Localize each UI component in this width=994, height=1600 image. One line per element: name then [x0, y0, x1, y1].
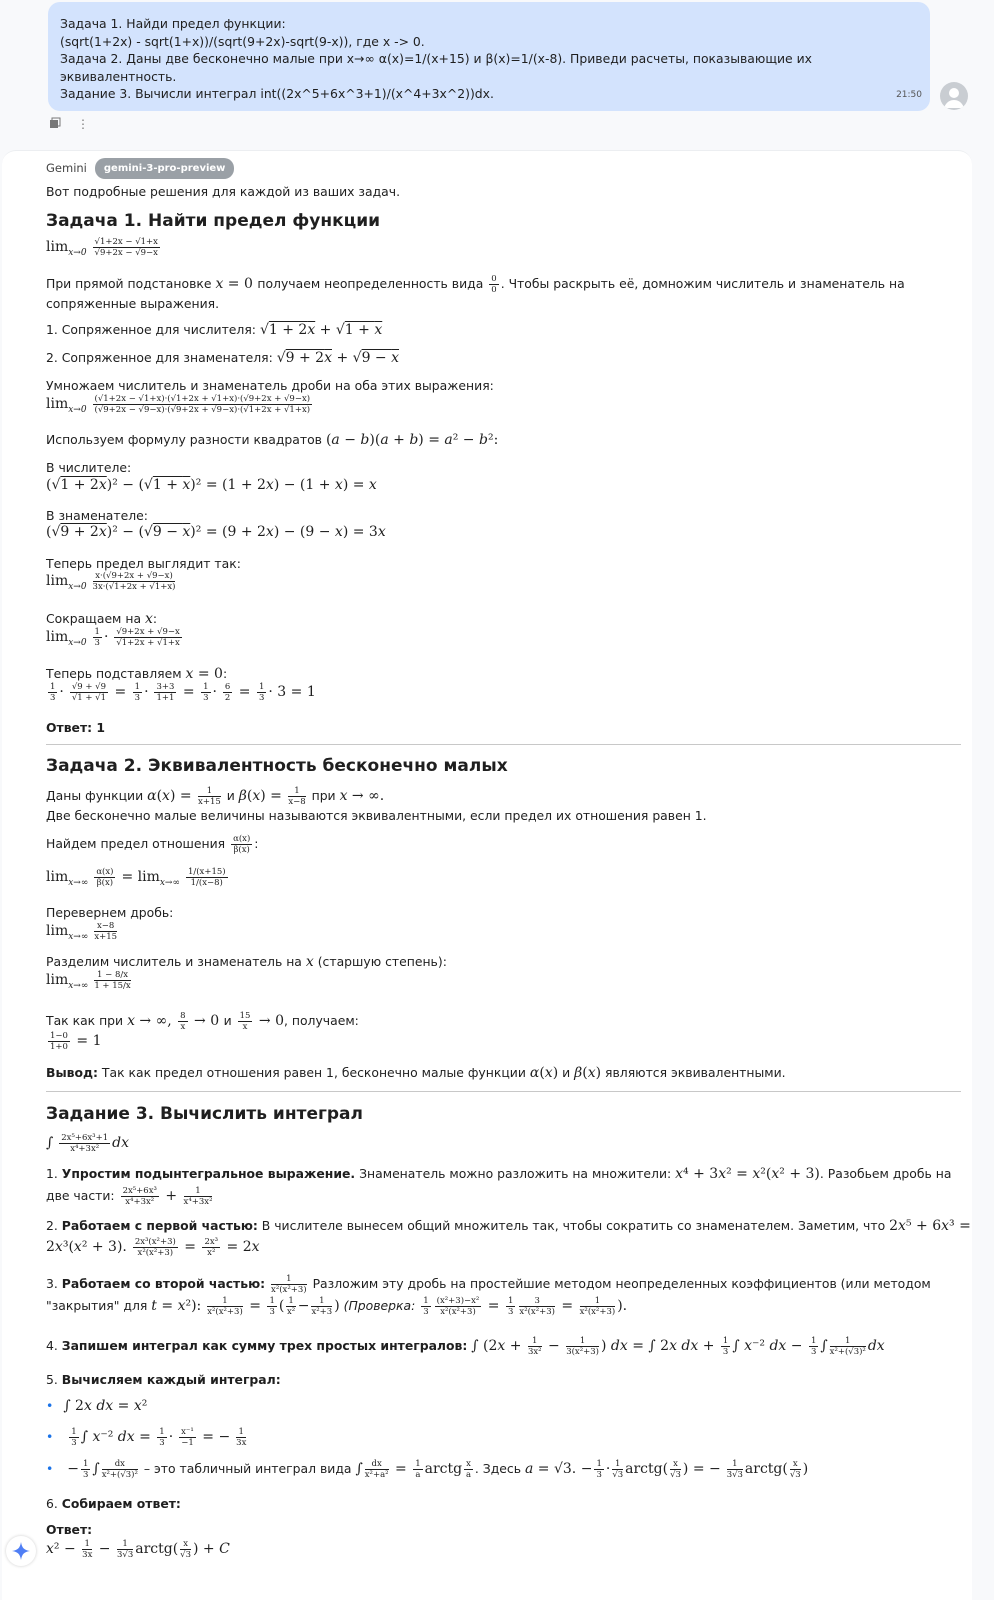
- task1-limit-expr: $\lim_{x\to 0}$ $\frac{√1+2x - √1+x}{√9+2x - √9-x}$: [46, 237, 158, 258]
- task1-numerator-label: В числителе:: [46, 460, 132, 475]
- text: . Здесь: [474, 1461, 522, 1476]
- text: являются эквивалентными.: [605, 1065, 786, 1080]
- task1-item-2: 2. Сопряженное для знаменателя: √9 + 2x + √9 − x: [46, 350, 400, 366]
- task1-cancel-expr: $\lim_{x\to 0}$ $\frac{1}{3}$ · $\frac{√9+2x + √9-x}{√1+2x + √1+x}$: [46, 627, 180, 648]
- text: Так как предел отношения равен 1, бесконечно малые функции: [101, 1065, 526, 1080]
- task1-multiply-text: Умножаем числитель и знаменатель дроби на оба этих выражения:: [46, 378, 494, 393]
- divider: [46, 744, 961, 745]
- text: Вычисляем каждый интеграл:: [61, 1372, 281, 1387]
- task2-result: $\frac{1-0}{1+0}$ = 1: [50, 1031, 102, 1052]
- response-panel: [2, 150, 972, 1600]
- task3-bullet-1: • ∫ 2x dx = x²: [46, 1398, 148, 1414]
- text: В числителе вынесем общий множитель так, чтобы сократить со знаменателем. Заметим, что: [261, 1218, 886, 1233]
- text: Работаем с первой частью:: [61, 1218, 258, 1233]
- task1-paragraph-cont: сопряженные выражения.: [46, 296, 220, 311]
- text: Разложим эту дробь на простейшие методом неопределенных коэффициентов (или методом: [312, 1276, 931, 1291]
- task2-since: Так как при x → ∞, $\frac{8}{x}$ → 0 и $\frac{15}{x}$ → 0, получаем:: [46, 1011, 359, 1032]
- text: Теперь подставляем: [46, 666, 182, 681]
- text: и: [223, 1013, 232, 1028]
- text: . Разобьем дробь на: [819, 1166, 952, 1181]
- text: Используем формулу разности квадратов: [46, 432, 322, 447]
- text: Знаменатель можно разложить на множители:: [359, 1166, 672, 1181]
- text: , получаем:: [283, 1013, 359, 1028]
- task2-flip-label: Перевернем дробь:: [46, 905, 174, 920]
- user-message-bubble: [48, 2, 930, 111]
- task2-definition: Две бесконечно малые величины называются эквивалентными, если предел их отношения равен 1.: [46, 808, 707, 823]
- user-avatar-icon: [940, 82, 968, 110]
- text: Найдем предел отношения: [46, 836, 226, 851]
- task1-substitute-label: Теперь подставляем x = 0:: [46, 666, 228, 682]
- task2-ratio-limit: $\lim_{x\to\infty}$ $\frac{\alpha(x)}{\beta(x)}$ = $\lim_{x\to\infty}$ $\frac{1/(x+15)}{1/(x-8)}$: [46, 867, 226, 888]
- task3-answer-label: Ответ:: [46, 1522, 93, 1537]
- task3-bullet-3: • − $\frac{1}{3}$ ∫ $\frac{dx}{\text{x²+(√3)²}}$ – это табличный интеграл вида ∫ $\frac{dx}{\text{x²+a²}}$ = $\frac{1}{a}$ arctg $\frac{x}{a}$ . Здесь a = √3. − $\frac{1}{3}$ · $\frac{1}{√3}$ arctg( $\frac{x}{√3}$ ) = − $\frac{1}{3√3}$ arctg( $\frac{x}{√3}$ ): [46, 1459, 809, 1480]
- task3-step-5: 5. Вычисляем каждый интеграл:: [46, 1372, 281, 1387]
- model-badge[interactable]: gemini-3-pro-preview: [95, 158, 235, 179]
- task3-step-2: 2. Работаем с первой частью: В числителе вынесем общий множитель так, чтобы сократить со знаменателем. Заметим, что 2x⁵ + 6x³ =: [46, 1218, 971, 1234]
- task1-paragraph: При прямой подстановке x = 0 получаем неопределенность вида $\frac{0}{0}$ . Чтобы раскрыть её, домножим числитель и знаменатель на: [46, 274, 905, 295]
- text: 1. Сопряженное для числителя:: [46, 322, 256, 337]
- task3-heading: Задание 3. Вычислить интеграл: [46, 1104, 363, 1124]
- task2-divide-expr: $\lim_{x\to\infty}$ $\frac{1 - 8/x}{1 + 15/x}$: [46, 970, 131, 991]
- text: – это табличный интеграл вида: [143, 1461, 352, 1476]
- text: Даны функции: [46, 788, 144, 803]
- user-message-line: Задача 1. Найди предел функции:: [60, 16, 286, 31]
- text: Запишем интеграл как сумму трех простых интегралов:: [61, 1338, 468, 1353]
- text: и: [226, 788, 235, 803]
- task1-denominator-label: В знаменателе:: [46, 508, 148, 523]
- task2-divide-label: Разделим числитель и знаменатель на x (старшую степень):: [46, 954, 447, 970]
- task3-step-2-cont: 2x³(x² + 3). $\frac{\text{2x³(x²+3)}}{\text{x²(x²+3)}}$ = $\frac{\text{2x³}}{\text{x²}}$ = 2x: [46, 1237, 260, 1258]
- text: (Проверка:: [343, 1298, 416, 1313]
- text: получаем неопределенность вида: [257, 276, 484, 291]
- task1-formula-line: Используем формулу разности квадратов (a − b)(a + b) = a² − b²:: [46, 432, 499, 448]
- task3-step-3-cont: "закрытия" для t = x²): $\frac{1}{\text{x²(x²+3)}}$ = $\frac{1}{3}$ ( $\frac{1}{\text{x²}}$ − $\frac{1}{\text{x²+3}}$ ) (Проверка: $\frac{1}{3}$ $\frac{\text{(x²+3)−x²}}{\text{x²(x²+3)}}$ = $\frac{1}{3}$ $\frac{3}{\text{x²(x²+3)}}$ = $\frac{1}{\text{x²(x²+3)}}$ ).: [46, 1296, 628, 1317]
- task1-numerator-expr: (√1 + 2x)² − (√1 + x)² = (1 + 2x) − (1 + x) = x: [46, 477, 377, 493]
- task1-heading: Задача 1. Найти предел функции: [46, 211, 381, 231]
- task2-given: Даны функции α(x) = $\frac{1}{x+15}$ и β(x) = $\frac{1}{x-8}$ при x → ∞.: [46, 786, 385, 807]
- text: Разделим числитель и знаменатель на: [46, 954, 302, 969]
- task3-answer-expr: x² − $\frac{1}{3x}$ − $\frac{1}{3√3}$ arctg( $\frac{x}{√3}$ ) + C: [46, 1539, 230, 1560]
- intro-text: Вот подробные решения для каждой из ваших задач.: [46, 184, 401, 199]
- text: При прямой подстановке: [46, 276, 212, 291]
- divider: [46, 1091, 961, 1092]
- task3-integral-expr: ∫ $\frac{\text{2x⁵+6x³+1}}{\text{x⁴+3x²}}$ dx: [46, 1133, 129, 1154]
- message-timestamp: 21:50: [896, 89, 922, 100]
- task2-conclusion: Вывод: Так как предел отношения равен 1, бесконечно малые функции α(x) и β(x) являются эквивалентными.: [46, 1065, 786, 1081]
- gemini-sparkle-icon[interactable]: [6, 1536, 36, 1566]
- task1-answer: Ответ: 1: [46, 720, 106, 735]
- user-message-line: Задание 3. Вычисли интеграл int((2x^5+6x^3+1)/(x^4+3x^2))dx.: [60, 86, 494, 101]
- task3-step-6: 6. Собираем ответ:: [46, 1496, 181, 1511]
- text: Вывод:: [46, 1065, 98, 1080]
- user-message-line: Задача 2. Даны две бесконечно малые при x→∞ α(x)=1/(x+15) и β(x)=1/(x-8). Приведи расчеты, показывающие их эквивалентность.: [60, 51, 812, 84]
- text: Так как при: [46, 1013, 124, 1028]
- text: две части:: [46, 1188, 115, 1203]
- message-toolbar: [48, 117, 90, 131]
- text: Работаем со второй частью:: [61, 1276, 266, 1291]
- text: 2. Сопряженное для знаменателя:: [46, 350, 273, 365]
- task1-multiplied-limit: $\lim_{x\to 0}$ $\frac{(√1+2x - √1+x)\cdot(√1+2x + √1+x)\cdot(√9+2x + √9-x)}{(√9+2x - √9-x)\cdot(√9+2x + √9-x)\cdot(√1+2x + √1+x)}$: [46, 394, 311, 415]
- model-header: [46, 158, 234, 179]
- text: Собираем ответ:: [61, 1496, 181, 1511]
- task3-step-1-cont: две части: $\frac{\text{2x⁵+6x³}}{\text{x⁴+3x²}}$ + $\frac{1}{\text{x⁴+3x²}}$: [46, 1186, 213, 1207]
- text: "закрытия" для: [46, 1298, 148, 1313]
- task3-step-1: 1. Упростим подынтегральное выражение. Знаменатель можно разложить на множители: x⁴ + 3x² = x²(x² + 3). Разобьем дробь на: [46, 1166, 952, 1182]
- task3-step-3: 3. Работаем со второй частью: $\frac{1}{\text{x²(x²+3)}}$ Разложим эту дробь на простейшие методом неопределенных коэффициентов (или методом: [46, 1274, 931, 1295]
- task1-substitute-expr: $\frac{1}{3}$ · $\frac{√9 + √9}{√1 + √1}$ = $\frac{1}{3}$ · $\frac{3+3}{1+1}$ = $\frac{1}{3}$ · $\frac{6}{2}$ = $\frac{1}{3}$ · 3 = 1: [50, 682, 316, 703]
- text: Упростим подынтегральное выражение.: [61, 1166, 356, 1181]
- task2-heading: Задача 2. Эквивалентность бесконечно малых: [46, 756, 508, 776]
- task1-item-1: 1. Сопряженное для числителя: √1 + 2x + √1 + x: [46, 322, 383, 338]
- task3-bullet-2: • $\frac{1}{3}$ ∫ x⁻² dx = $\frac{1}{3}$ · $\frac{\text{x⁻¹}}{-1}$ = − $\frac{1}{3x}$: [46, 1427, 247, 1448]
- text: Сокращаем на: [46, 611, 142, 626]
- task3-step-4: 4. Запишем интеграл как сумму трех простых интегралов: ∫ (2x + $\frac{1}{\text{3x²}}$ − $\frac{1}{\text{3(x²+3)}}$ ) dx = ∫ 2x dx + $\frac{1}{3}$ ∫ x⁻² dx − $\frac{1}{3}$ ∫ $\frac{1}{\text{x²+(√3)²}}$ dx: [46, 1336, 885, 1357]
- text: (старшую степень):: [317, 954, 447, 969]
- user-message-line: (sqrt(1+2x) - sqrt(1+x))/(sqrt(9+2x)-sqrt(9-x)), где x -> 0.: [60, 33, 425, 49]
- text: . Чтобы раскрыть её, домножим числитель и знаменатель на: [500, 276, 905, 291]
- model-name: Gemini: [46, 161, 87, 175]
- user-avatar[interactable]: [940, 82, 968, 110]
- text: при: [311, 788, 336, 803]
- task1-cancel-label: Сокращаем на x:: [46, 611, 158, 627]
- copy-icon[interactable]: [48, 117, 62, 131]
- more-options-icon[interactable]: ⋮: [77, 117, 89, 131]
- task1-now-limit-expr: $\lim_{x\to 0}$ $\frac{x\cdot(√9+2x + √9-x)}{3x\cdot(√1+2x + √1+x)}$: [46, 571, 176, 592]
- task2-flip-expr: $\lim_{x\to\infty}$ $\frac{x-8}{x+15}$: [46, 921, 118, 942]
- text: и: [562, 1065, 571, 1080]
- task1-now-limit-label: Теперь предел выглядит так:: [46, 556, 241, 571]
- task2-find-ratio: Найдем предел отношения $\frac{\alpha(x)}{\beta(x)}$ :: [46, 834, 259, 855]
- task1-denominator-expr: (√9 + 2x)² − (√9 − x)² = (9 + 2x) − (9 − x) = 3x: [46, 524, 386, 540]
